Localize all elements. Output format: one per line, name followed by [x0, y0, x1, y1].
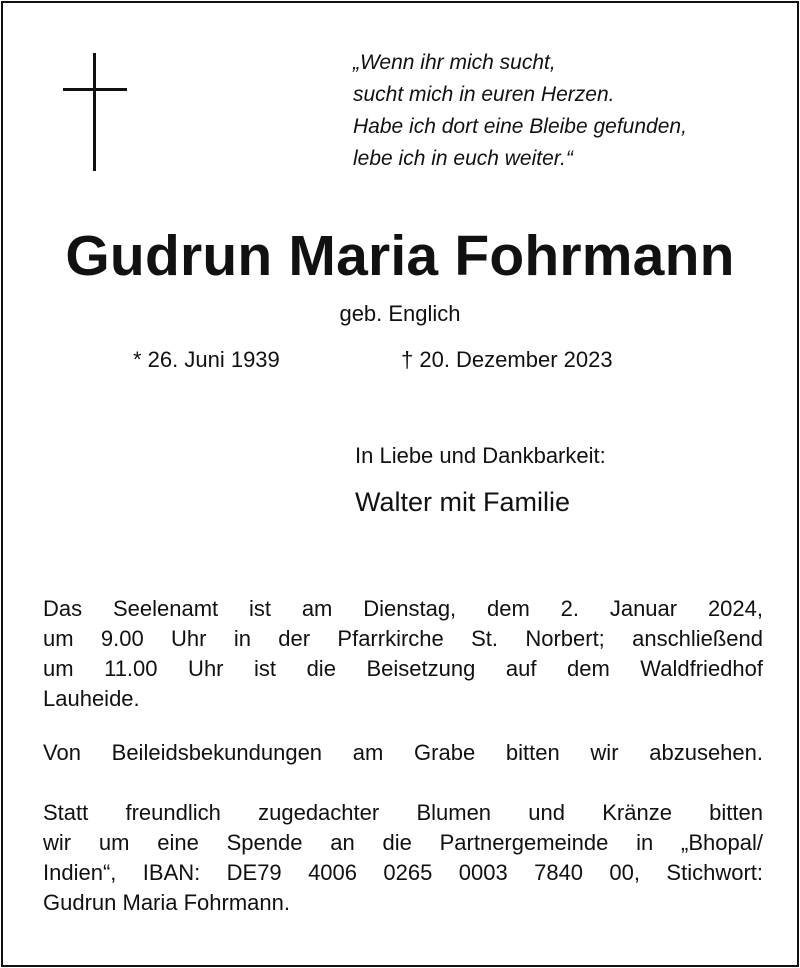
cross-icon [63, 53, 127, 171]
quote-line: lebe ich in euch weiter.“ [353, 147, 573, 170]
paragraph-line: Lauheide. [43, 686, 140, 711]
quote-block [353, 47, 687, 175]
deceased-name: Gudrun Maria Fohrmann [65, 224, 735, 288]
quote-line: sucht mich in euren Herzen. [353, 83, 615, 106]
paragraph-line: Indien“, IBAN: DE79 4006 0265 0003 7840 00, Stichwort: [43, 860, 763, 885]
paragraph-line: Das Seelenamt ist am Dienstag, dem 2. Januar 2024, [43, 596, 763, 621]
birth-date: * 26. Juni 1939 [133, 347, 280, 372]
quote-line: Habe ich dort eine Bleibe gefunden, [353, 115, 687, 138]
service-paragraph [43, 594, 763, 714]
mourners-names: Walter mit Familie [355, 487, 571, 517]
paragraph-line: Statt freundlich zugedachter Blumen und Kränze bitten [43, 800, 763, 825]
death-date: † 20. Dezember 2023 [401, 347, 613, 372]
condolences-paragraph [43, 738, 763, 768]
paragraph-line: Von Beileidsbekundungen am Grabe bitten wir abzusehen. [43, 740, 763, 765]
donation-paragraph [43, 798, 763, 918]
mourners-intro: In Liebe und Dankbarkeit: [355, 443, 606, 468]
obituary-notice [1, 1, 799, 967]
birth-name: geb. Englich [339, 301, 461, 326]
paragraph-line: Gudrun Maria Fohrmann. [43, 890, 290, 915]
quote-line: „Wenn ihr mich sucht, [353, 51, 556, 74]
paragraph-line: wir um eine Spende an die Partnergemeinde in „Bhopal/ [43, 830, 763, 855]
paragraph-line: um 11.00 Uhr ist die Beisetzung auf dem Waldfriedhof [43, 656, 763, 681]
paragraph-line: um 9.00 Uhr in der Pfarrkirche St. Norbert; anschließend [43, 626, 763, 651]
